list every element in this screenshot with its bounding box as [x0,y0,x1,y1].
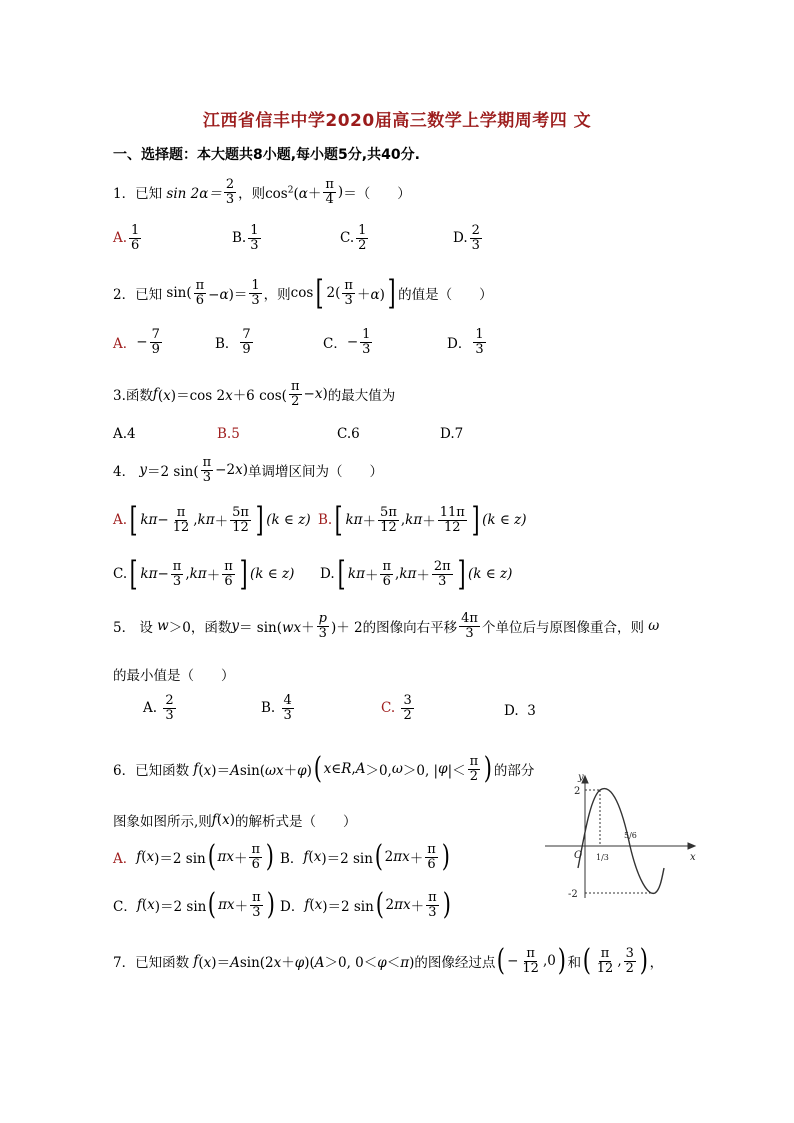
question-6: 6．已知函数 f (x)＝Asin(ωx＋φ) ( x ∈ R , A ＞0, ω ＞0, | φ |＜ $\frac{\pi}{2}$ ) 的部分 [113,751,535,786]
page-title: 江西省信丰中学2020届高三数学上学期周考四 文 [202,111,592,131]
q4-option-a[interactable]: A. [ kπ − $\frac{\pi}{12}$ , kπ ＋ $\frac{5\pi}{12}$ ] (k ∈ z) [113,500,311,540]
x-label: x [690,852,696,863]
sine-curve [578,789,664,894]
q2-option-a[interactable]: A． − $\frac{7}{9}$ [113,327,160,357]
q1-option-c[interactable]: C. $\frac{1}{2}$ [340,223,367,253]
question-7: 7．已知函数 f (x)＝Asin(2x＋φ)(A＞0, 0＜φ＜π) 的图像经过点 ( − $\frac{\pi}{12}$ ,0 ) 和 ( $\frac{\pi}{12}$ , $\frac{3}{2}$ ) ， [113,943,664,978]
y-max-label: 2 [574,786,581,797]
x-axis-arrow [688,843,695,849]
origin-label: O [574,850,583,861]
q5-option-d[interactable]: D. 3 [504,703,536,719]
q6-option-c[interactable]: C． f ( x )＝2 sin ( πx ＋ $\frac{\pi}{3}$ ) [113,887,275,922]
sine-graph [540,768,705,908]
question-4: 4． y ＝2 sin( $\frac{\pi}{3}$ −2x) 单调增区间为（ ） [113,455,383,485]
q3-option-b[interactable]: B.5 [217,426,240,442]
q4-option-d[interactable]: D. [ kπ ＋ $\frac{\pi}{6}$ , kπ ＋ $\frac{2\pi}{3}$ ] (k ∈ z) [320,554,513,594]
q6-option-a[interactable]: A． f ( x )＝2 sin ( πx ＋ $\frac{\pi}{6}$ ) [113,839,274,874]
q5-option-c[interactable]: C. $\frac{3}{2}$ [381,693,412,723]
q5-option-a[interactable]: A. $\frac{2}{3}$ [143,693,174,723]
question-1: 1．已知 sin 2α＝ $\frac{2}{3}$ ，则 $\cos^2(\alpha+$ $\frac{\pi}{4}$ ) ＝（ ） [113,177,411,207]
section-heading: 一、选择题：本大题共8小题,每小题5分,共40分. [113,147,420,163]
y-label: y [578,772,584,783]
q4-option-b[interactable]: B. [ kπ ＋ $\frac{5\pi}{12}$ , kπ ＋ $\frac{11\pi}{12}$ ] (k ∈ z) [318,500,527,540]
q1-option-a[interactable]: A. $\frac{1}{6}$ [113,223,140,253]
question-3: 3.函数 f (x)＝cos 2x＋6 cos( $\frac{\pi}{2}$ −x) 的最大值为 [113,379,396,409]
x1-label: 1/3 [596,853,609,862]
q3-option-a[interactable]: A.4 [113,426,136,442]
q4-option-c[interactable]: C. [ kπ − $\frac{\pi}{3}$ , kπ ＋ $\frac{\pi}{6}$ ] (k ∈ z) [113,554,295,594]
q1-option-b[interactable]: B. $\frac{1}{3}$ [232,223,259,253]
q1-option-d[interactable]: D. $\frac{2}{3}$ [453,223,480,253]
q2-option-d[interactable]: D． $\frac{1}{3}$ [447,327,484,357]
q6-option-b[interactable]: B． f ( x )＝2 sin ( 2 πx ＋ $\frac{\pi}{6}$ ) [280,839,450,874]
question-6-line2: 图象如图所示,则 f ( x ) 的解析式是（ ） [113,812,357,830]
q3-option-c[interactable]: C.6 [337,426,360,442]
question-5-line2: 的最小值是（ ） [113,668,235,684]
question-2: 2．已知 sin( $\frac{\pi}{6}$ −α)＝ $\frac{1}{3}$ ，则 cos [ 2( $\frac{\pi}{3}$ ＋α) ] 的值是（ ） [113,273,493,313]
q2-option-c[interactable]: C． − $\frac{1}{3}$ [323,327,371,357]
x2-label: 5/6 [624,831,637,840]
question-5: 5． 设 w ＞0 ，函数 y ＝ sin(wx＋ $\frac{p}{3}$ )＋ 2 的图像向右平移 $\frac{4\pi}{3}$ 个单位后与原图像重合，则 ω [113,611,660,641]
q6-option-d[interactable]: D． f ( x )＝2 sin ( 2 πx ＋ $\frac{\pi}{3}$ ) [280,887,451,922]
q2-option-b[interactable]: B． $\frac{7}{9}$ [215,327,251,357]
q5-option-b[interactable]: B. $\frac{4}{3}$ [261,693,292,723]
q3-option-d[interactable]: D.7 [440,426,464,442]
y-min-label: -2 [568,889,578,900]
